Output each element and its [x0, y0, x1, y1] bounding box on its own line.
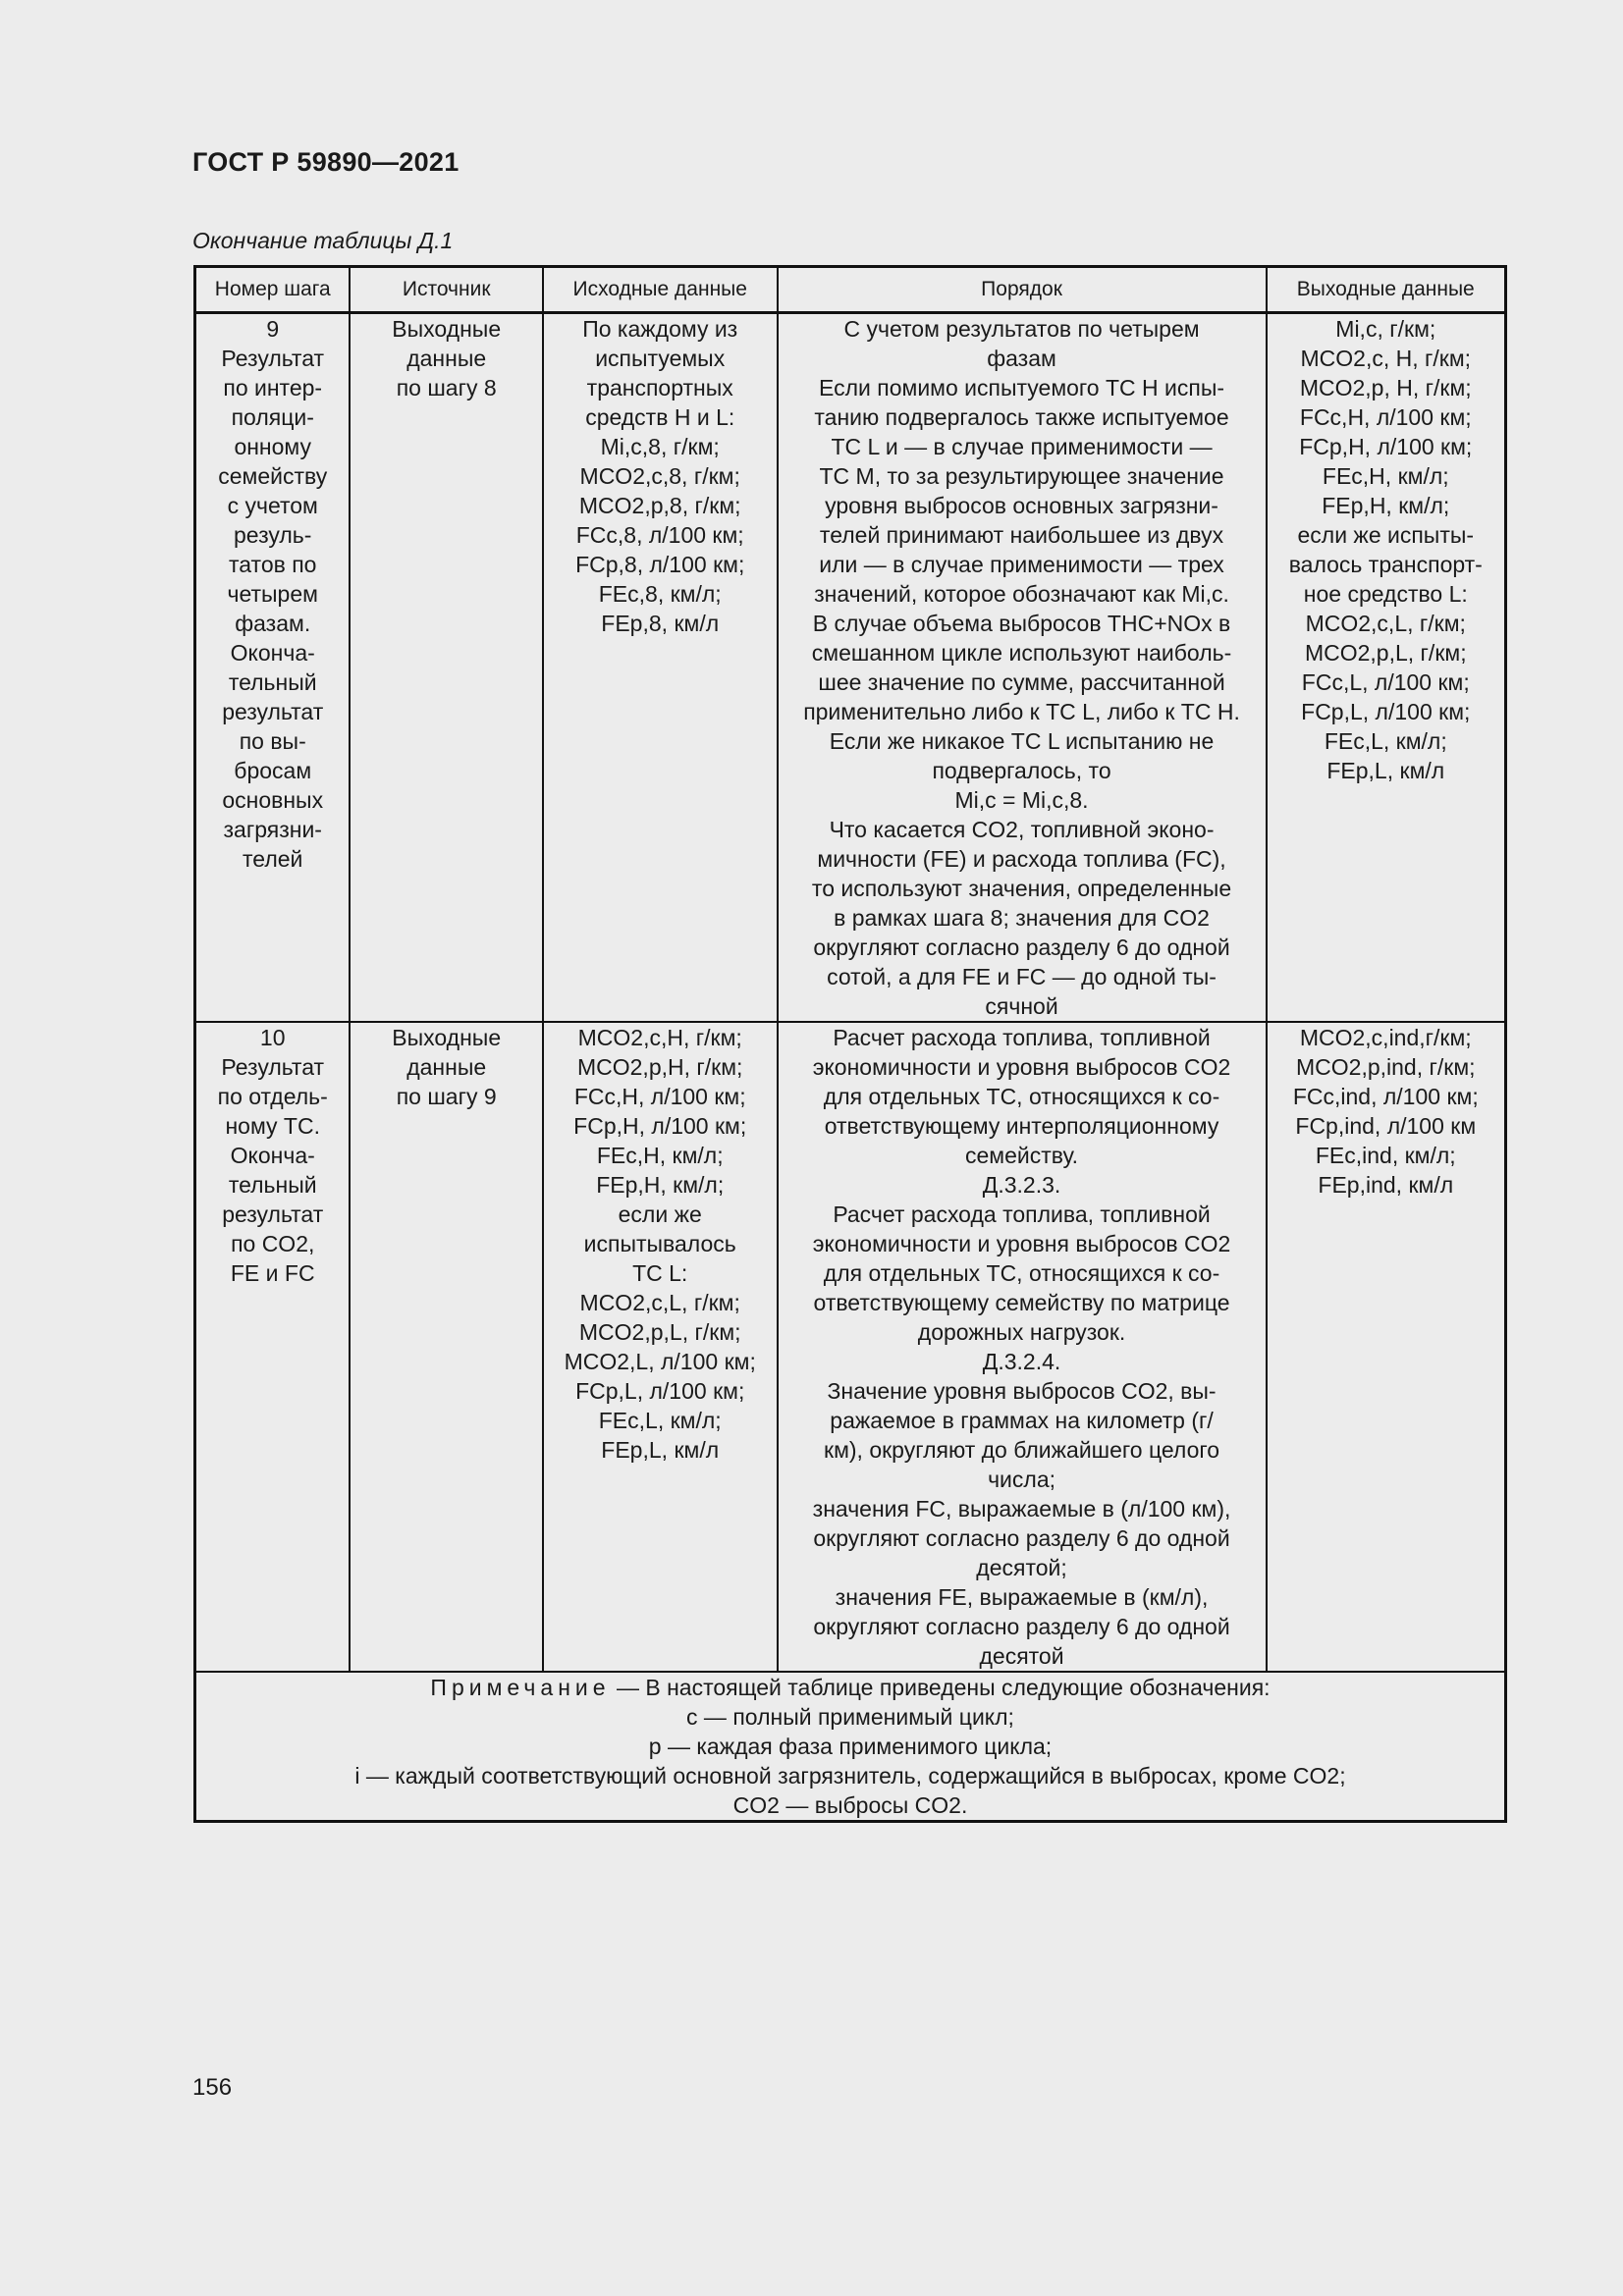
cell-line: если же испыты- — [1297, 522, 1475, 548]
cell-line: значения FC, выражаемые в (л/100 км), — [812, 1496, 1231, 1522]
note-intro: — В настоящей таблице приведены следующие обозначения: — [610, 1675, 1271, 1700]
cell-line: FEp,ind, км/л — [1318, 1172, 1454, 1198]
cell-line: FEp,H, км/л; — [596, 1172, 725, 1198]
cell-line: FEp,H, км/л; — [1322, 493, 1450, 518]
cell-line: FCc,ind, л/100 км; — [1292, 1084, 1479, 1109]
cell-line: испытуемых — [595, 346, 726, 371]
cell-line: Mi,c = Mi,c,8. — [954, 787, 1089, 813]
table-header-row — [195, 267, 1506, 313]
note-intro-line — [202, 1673, 1498, 1702]
page-number: 156 — [192, 2074, 233, 2101]
cell-line: FCp,H, л/100 км; — [573, 1113, 747, 1139]
cell-line: для отдельных ТС, относящихся к со- — [823, 1084, 1220, 1109]
cell-procedure — [778, 313, 1267, 1023]
cell-line: телей принимают наибольшее из двух — [819, 522, 1224, 548]
cell-line: значения FE, выражаемые в (км/л), — [835, 1584, 1209, 1610]
header-procedure: Порядок — [778, 267, 1267, 313]
cell-line: MCO2,p,H, г/км; — [576, 1054, 743, 1080]
cell-line: FCc,H, л/100 км; — [573, 1084, 746, 1109]
cell-line: танию подвергалось также испытуемое — [814, 404, 1229, 430]
cell-line: четырем — [227, 581, 318, 607]
cell-line: В случае объема выбросов THC+NOx в — [812, 611, 1231, 636]
cell-line: смешанном цикле используют наиболь- — [811, 640, 1232, 666]
cell-line: фазам — [987, 346, 1056, 371]
cell-line: FEc,H, км/л; — [596, 1143, 724, 1168]
cell-line: Что касается CO2, топливной эконо- — [829, 817, 1215, 842]
document-header: ГОСТ Р 59890—2021 — [192, 147, 460, 177]
cell-line: FEp,8, км/л — [601, 611, 720, 636]
cell-line: результат — [222, 699, 324, 724]
cell-line: округляют согласно разделу 6 до одной — [813, 1525, 1230, 1551]
cell-line: по шагу 9 — [396, 1084, 497, 1109]
cell-line: татов по — [228, 552, 317, 577]
cell-line: Д.3.2.3. — [982, 1172, 1061, 1198]
cell-line: десятой — [979, 1643, 1064, 1669]
cell-line: FEc,L, км/л; — [1324, 728, 1447, 754]
cell-line: основных — [222, 787, 324, 813]
note-line: p — каждая фаза применимого цикла; — [648, 1734, 1053, 1759]
cell-line: поляци- — [231, 404, 314, 430]
cell-source — [350, 1022, 542, 1672]
cell-line: Если помимо испытуемого ТС H испы- — [819, 375, 1225, 400]
cell-line: Выходные — [392, 1025, 502, 1050]
cell-input — [543, 313, 778, 1023]
cell-line: FEc,H, км/л; — [1322, 463, 1449, 489]
cell-line: MCO2,c,H, г/км; — [577, 1025, 742, 1050]
cell-line: MCO2,p, H, г/км; — [1299, 375, 1472, 400]
cell-line: онному — [234, 434, 311, 459]
cell-line: Результат — [221, 346, 325, 371]
cell-line: Расчет расхода топлива, топливной — [833, 1025, 1211, 1050]
cell-step — [195, 313, 351, 1023]
cell-line: ное средство L: — [1303, 581, 1468, 607]
cell-line: десятой; — [976, 1555, 1067, 1580]
header-input: Исходные данные — [543, 267, 778, 313]
cell-line: 9 — [266, 316, 280, 342]
cell-line: FCp,L, л/100 км; — [575, 1378, 745, 1404]
cell-line: FEp,L, км/л — [1326, 758, 1445, 783]
cell-line: дорожных нагрузок. — [917, 1319, 1126, 1345]
cell-line: FEc,ind, км/л; — [1315, 1143, 1456, 1168]
cell-line: 10 — [259, 1025, 286, 1050]
cell-line: сотой, а для FE и FC — до одной ты- — [827, 964, 1217, 989]
cell-step — [195, 1022, 351, 1672]
note-line: CO2 — выбросы CO2. — [732, 1792, 968, 1818]
cell-line: Оконча- — [230, 1143, 315, 1168]
cell-line: по отдель- — [217, 1084, 328, 1109]
cell-line: средств H и L: — [585, 404, 735, 430]
cell-line: MCO2,c,L, г/км; — [579, 1290, 740, 1315]
cell-output — [1267, 1022, 1506, 1672]
cell-line: MCO2,p,L, г/км; — [578, 1319, 741, 1345]
cell-line: FCp,L, л/100 км; — [1301, 699, 1471, 724]
header-output: Выходные данные — [1267, 267, 1506, 313]
cell-line: Mi,c, г/км; — [1335, 316, 1436, 342]
cell-line: Оконча- — [230, 640, 315, 666]
cell-line: ответствующему семейству по матрице — [813, 1290, 1230, 1315]
note-line: c — полный применимый цикл; — [686, 1704, 1014, 1730]
table-caption: Окончание таблицы Д.1 — [192, 228, 454, 253]
cell-line: по вы- — [239, 728, 306, 754]
note-lead: Примечание — [430, 1675, 611, 1700]
cell-input — [543, 1022, 778, 1672]
cell-line: транспортных — [586, 375, 733, 400]
cell-line: уровня выбросов основных загрязни- — [825, 493, 1218, 518]
cell-line: результат — [222, 1201, 324, 1227]
cell-line: Расчет расхода топлива, топливной — [833, 1201, 1211, 1227]
cell-line: экономичности и уровня выбросов CO2 — [812, 1231, 1231, 1256]
cell-line: сячной — [985, 993, 1058, 1019]
cell-line: FCc,L, л/100 км; — [1301, 669, 1470, 695]
cell-line: MCO2,c,8, г/км; — [579, 463, 740, 489]
cell-line: По каждому из — [582, 316, 738, 342]
cell-line: Д.3.2.4. — [982, 1349, 1061, 1374]
note-row — [195, 1672, 1506, 1822]
cell-line: ТС M, то за результирующее значение — [819, 463, 1224, 489]
cell-line: FEc,8, км/л; — [598, 581, 722, 607]
cell-line: то используют значения, определенные — [811, 876, 1232, 901]
table-row — [195, 1022, 1506, 1672]
cell-line: по интер- — [223, 375, 323, 400]
cell-line: числа; — [988, 1467, 1055, 1492]
cell-line: загрязни- — [223, 817, 322, 842]
cell-line: FCc,8, л/100 км; — [575, 522, 744, 548]
cell-line: подвергалось, то — [932, 758, 1111, 783]
cell-line: телей — [243, 846, 303, 872]
cell-line: или — в случае применимости — трех — [819, 552, 1224, 577]
cell-line: мичности (FE) и расхода топлива (FC), — [817, 846, 1226, 872]
cell-line: FCc,H, л/100 км; — [1299, 404, 1472, 430]
cell-source — [350, 313, 542, 1023]
cell-line: ному ТС. — [225, 1113, 320, 1139]
cell-line: округляют согласно разделу 6 до одной — [813, 934, 1230, 960]
note-line: i — каждый соответствующий основной загрязнитель, содержащийся в выбросах, кроме CO2; — [354, 1763, 1346, 1789]
cell-line: MCO2,p,L, г/км; — [1304, 640, 1467, 666]
cell-line: MCO2,p,8, г/км; — [578, 493, 741, 518]
cell-line: бросам — [234, 758, 312, 783]
cell-line: Mi,c,8, г/км; — [600, 434, 720, 459]
cell-line: MCO2,c, H, г/км; — [1300, 346, 1472, 371]
cell-line: FCp,ind, л/100 км — [1295, 1113, 1477, 1139]
cell-line: данные — [406, 1054, 487, 1080]
cell-line: по шагу 8 — [396, 375, 497, 400]
cell-line: Результат — [221, 1054, 325, 1080]
cell-line: FCp,8, л/100 км; — [575, 552, 745, 577]
cell-line: для отдельных ТС, относящихся к со- — [823, 1260, 1220, 1286]
cell-line: экономичности и уровня выбросов CO2 — [812, 1054, 1231, 1080]
cell-line: по CO2, — [231, 1231, 315, 1256]
cell-procedure — [778, 1022, 1267, 1672]
cell-line: MCO2,c,ind,г/км; — [1299, 1025, 1472, 1050]
cell-line: в рамках шага 8; значения для CO2 — [834, 905, 1210, 931]
cell-line: семейству. — [964, 1143, 1079, 1168]
cell-line: ответствующему интерполяционному — [824, 1113, 1219, 1139]
cell-line: ТС L и — в случае применимости — — [831, 434, 1213, 459]
cell-line: MCO2,L, л/100 км; — [564, 1349, 756, 1374]
cell-line: Значение уровня выбросов CO2, вы- — [827, 1378, 1217, 1404]
cell-line: данные — [406, 346, 487, 371]
cell-line: значений, которое обозначают как Mi,c. — [814, 581, 1229, 607]
cell-line: MCO2,p,ind, г/км; — [1296, 1054, 1476, 1080]
cell-line: фазам. — [235, 611, 311, 636]
cell-line: шее значение по сумме, рассчитанной — [818, 669, 1225, 695]
cell-line: Выходные — [392, 316, 502, 342]
cell-line: резуль- — [234, 522, 312, 548]
cell-line: FEp,L, км/л — [601, 1437, 720, 1463]
cell-line: испытывалось — [583, 1231, 736, 1256]
cell-line: С учетом результатов по четырем — [843, 316, 1200, 342]
cell-output — [1267, 313, 1506, 1023]
cell-line: Если же никакое ТС L испытанию не — [829, 728, 1215, 754]
cell-line: округляют согласно разделу 6 до одной — [813, 1614, 1230, 1639]
cell-line: км), округляют до ближайшего целого — [824, 1437, 1220, 1463]
table-note — [195, 1672, 1506, 1822]
cell-line: с учетом — [227, 493, 318, 518]
cell-line: ражаемое в граммах на километр (г/ — [830, 1408, 1214, 1433]
cell-line: ТС L: — [632, 1260, 688, 1286]
cell-line: FCp,H, л/100 км; — [1299, 434, 1473, 459]
header-step: Номер шага — [195, 267, 351, 313]
cell-line: семейству — [218, 463, 328, 489]
cell-line: тельный — [228, 1172, 317, 1198]
cell-line: тельный — [228, 669, 317, 695]
table-row — [195, 313, 1506, 1023]
cell-line: FEc,L, км/л; — [598, 1408, 722, 1433]
cell-line: валось транспорт- — [1288, 552, 1483, 577]
header-source: Источник — [350, 267, 542, 313]
cell-line: применительно либо к ТС L, либо к ТС H. — [803, 699, 1240, 724]
cell-line: MCO2,c,L, г/км; — [1305, 611, 1466, 636]
data-table — [193, 265, 1507, 1823]
cell-line: если же — [618, 1201, 702, 1227]
cell-line: FE и FC — [230, 1260, 315, 1286]
